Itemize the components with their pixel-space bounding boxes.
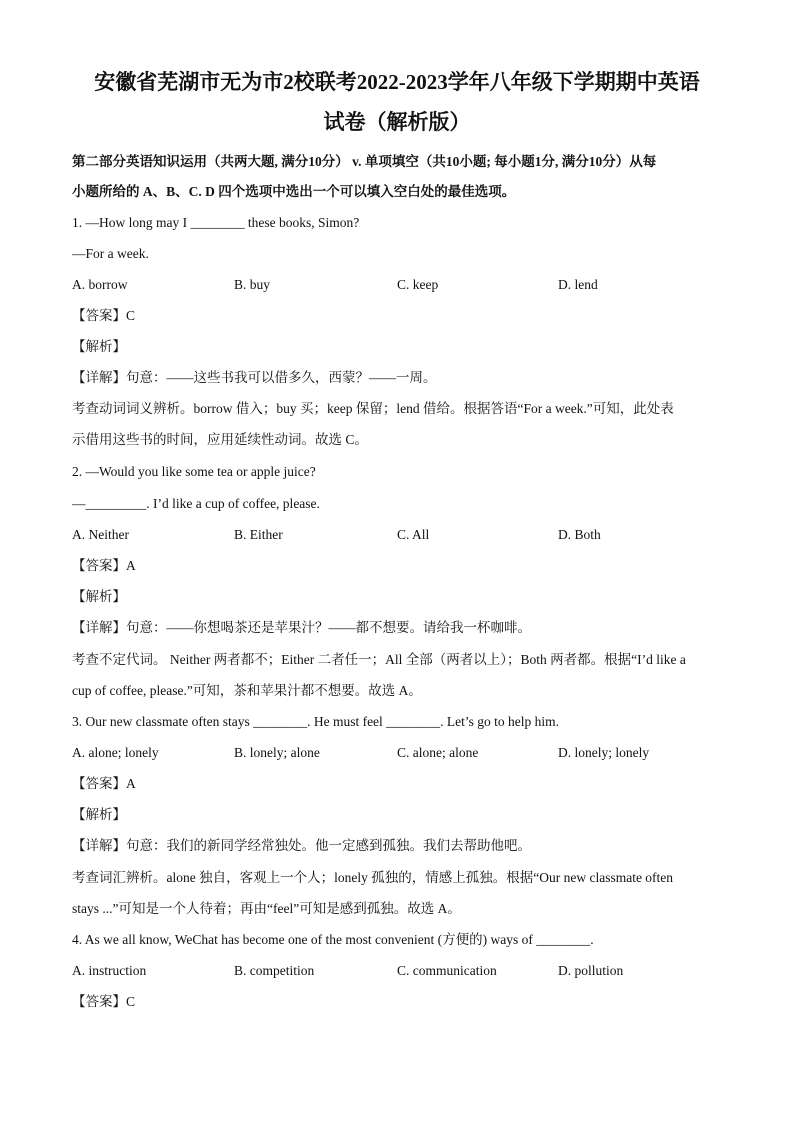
option-d: D. Both [558, 527, 601, 542]
option-a: A. instruction [72, 963, 147, 978]
question-1-analysis-label: 【解析】 [72, 339, 126, 354]
page-title-line-2: 试卷（解析版） [323, 110, 471, 134]
page-title-line-1: 安徽省芜湖市无为市2校联考2022-2023学年八年级下学期期中英语 [94, 70, 700, 94]
answer-label: 【答案】 [72, 308, 126, 323]
question-1-detail-2: 考查动词词义辨析。borrow 借入；buy 买；keep 保留；lend 借给。根据答语“For a week.”可知，此处表 [72, 401, 674, 416]
answer-label: 【答案】 [72, 994, 126, 1009]
option-a: A. Neither [72, 527, 129, 542]
answer-label: 【答案】 [72, 558, 126, 573]
question-3-detail-2: 考查词汇辨析。alone 独自，客观上一个人；lonely 孤独的，情感上孤独。根据“Our new classmate often [72, 870, 674, 885]
question-1-stem: 1. —How long may I ________ these books, Simon? [72, 215, 360, 230]
question-3-analysis-label: 【解析】 [72, 807, 126, 822]
option-c: C. communication [397, 963, 497, 978]
option-a: A. alone; lonely [72, 745, 159, 760]
option-d: D. pollution [558, 963, 624, 978]
question-1-reply: —For a week. [72, 246, 149, 261]
answer-value: A [126, 558, 136, 573]
option-d: D. lend [558, 277, 598, 292]
answer-label: 【答案】 [72, 776, 126, 791]
section-instruction-line-1: 第二部分英语知识运用（共两大题, 满分10分） v. 单项填空（共10小题; 每小题1分, 满分10分）从每 [72, 154, 657, 169]
question-2-stem: 2. —Would you like some tea or apple juice? [72, 464, 316, 479]
answer-value: C [126, 994, 136, 1009]
option-d: D. lonely; lonely [558, 745, 650, 760]
option-a: A. borrow [72, 277, 128, 292]
question-3-answer [72, 774, 136, 794]
question-4-stem: 4. As we all know, WeChat has become one of the most convenient (方便的) ways of ________. [72, 932, 594, 947]
question-1-detail-1: 【详解】句意：——这些书我可以借多久，西蒙？——一周。 [72, 370, 437, 385]
option-b: B. lonely; alone [234, 745, 320, 760]
question-3-detail-1: 【详解】句意：我们的新同学经常独处。他一定感到孤独。我们去帮助他吧。 [72, 838, 531, 853]
question-1-detail-3: 示借用这些书的时间，应用延续性动词。故选 C。 [72, 432, 368, 447]
answer-value: C [126, 308, 136, 323]
section-instruction-line-2: 小题所给的 A、B、C. D 四个选项中选出一个可以填入空白处的最佳选项。 [72, 184, 516, 199]
option-c: C. alone; alone [397, 745, 479, 760]
option-b: B. Either [234, 527, 283, 542]
question-2-detail-2: 考查不定代词。 Neither 两者都不；Either 二者任一；All 全部（两者以上）；Both 两者都。根据“I’d like a [72, 652, 686, 667]
answer-value: A [126, 776, 136, 791]
question-2-detail-1: 【详解】句意：——你想喝茶还是苹果汁？——都不想要。请给我一杯咖啡。 [72, 620, 531, 635]
question-2-reply: —_________. I’d like a cup of coffee, please. [72, 496, 320, 511]
question-1-answer [72, 306, 135, 326]
question-3-stem: 3. Our new classmate often stays ________. He must feel ________. Let’s go to help him. [72, 714, 560, 729]
question-2-detail-3: cup of coffee, please.”可知，茶和苹果汁都不想要。故选 A。 [72, 683, 422, 698]
question-3-detail-3: stays ...”可知是一个人待着；再由“feel”可知是感到孤独。故选 A。 [72, 901, 461, 916]
question-2-answer [72, 556, 136, 576]
option-b: B. competition [234, 963, 315, 978]
question-4-answer [72, 992, 135, 1012]
option-c: C. keep [397, 277, 439, 292]
question-2-analysis-label: 【解析】 [72, 589, 126, 604]
option-c: C. All [397, 527, 430, 542]
option-b: B. buy [234, 277, 271, 292]
